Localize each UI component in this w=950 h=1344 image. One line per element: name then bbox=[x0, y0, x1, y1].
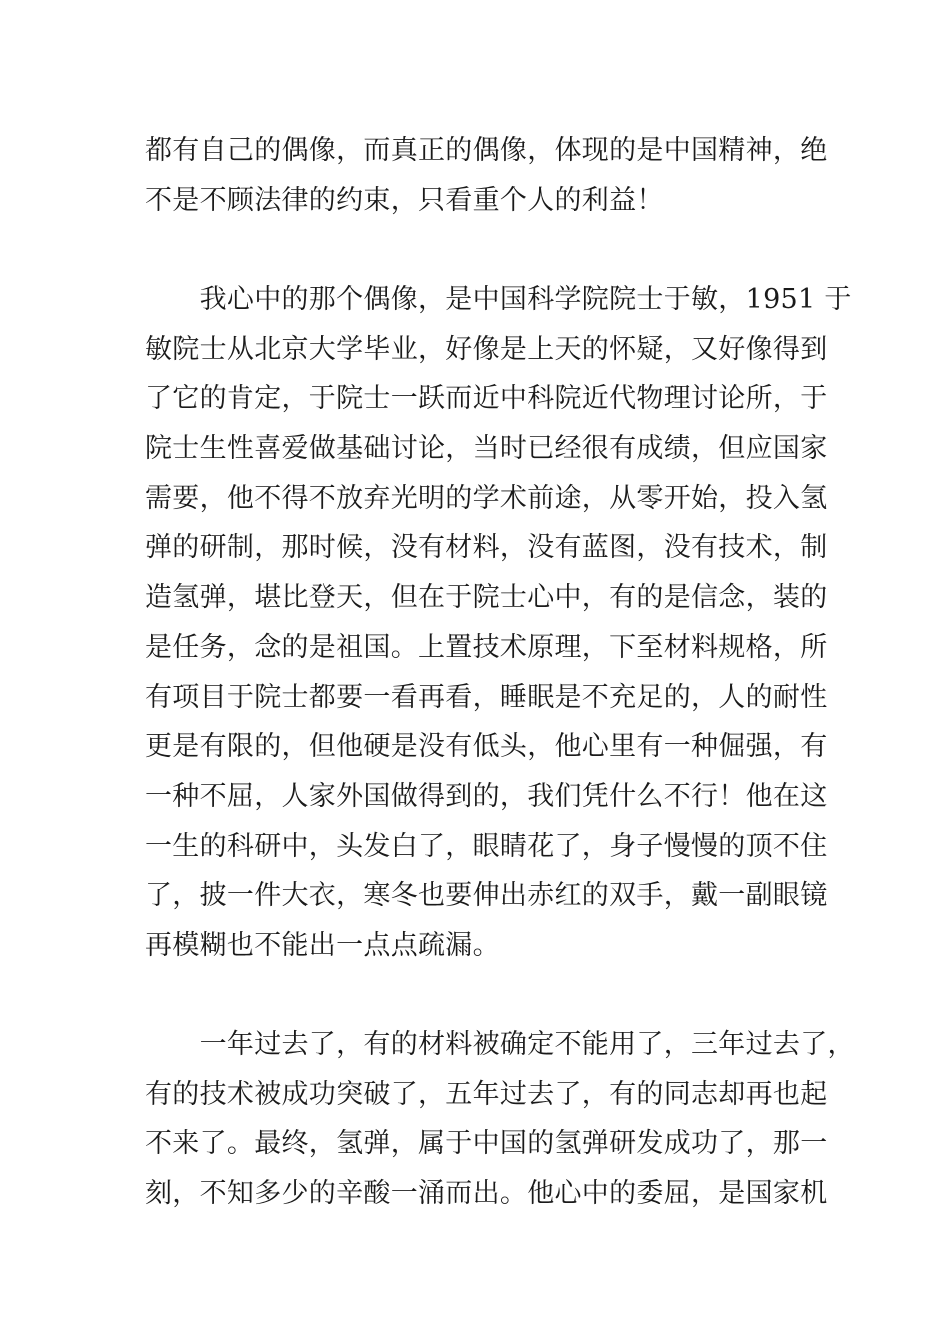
text-line: 再模糊也不能出一点点疏漏。 bbox=[145, 929, 500, 961]
text-line: 我心中的那个偶像，是中国科学院院士于敏，1951 于 bbox=[145, 284, 852, 315]
text-line: 刻，不知多少的辛酸一涌而出。他心中的委屈，是国家机 bbox=[145, 1178, 828, 1210]
text-line: 一生的科研中，头发白了，眼睛花了，身子慢慢的顶不住 bbox=[145, 830, 828, 862]
text-line: 不来了。最终，氢弹，属于中国的氢弹研发成功了，那一 bbox=[145, 1128, 828, 1160]
text-line: 一年过去了，有的材料被确定不能用了，三年过去了， bbox=[145, 1029, 855, 1060]
paragraph-3 bbox=[145, 1020, 855, 1219]
text-line: 一种不屈，人家外国做得到的，我们凭什么不行！他在这 bbox=[145, 780, 828, 812]
text-line: 是任务，念的是祖国。上置技术原理，下至材料规格，所 bbox=[145, 631, 828, 663]
text-line: 更是有限的，但他硬是没有低头，他心里有一种倔强，有 bbox=[145, 731, 828, 763]
text-line: 敏院士从北京大学毕业，好像是上天的怀疑，又好像得到 bbox=[145, 333, 828, 365]
text-line: 不是不顾法律的约束，只看重个人的利益！ bbox=[145, 184, 664, 216]
text-line: 需要，他不得不放弃光明的学术前途，从零开始，投入氢 bbox=[145, 482, 828, 514]
text-line: 院士生性喜爱做基础讨论，当时已经很有成绩，但应国家 bbox=[145, 433, 828, 465]
paragraph-1 bbox=[145, 126, 828, 225]
text-line: 有项目于院士都要一看再看，睡眠是不充足的，人的耐性 bbox=[145, 681, 828, 713]
text-line: 弹的研制，那时候，没有材料，没有蓝图，没有技术，制 bbox=[145, 532, 828, 564]
text-line: 都有自己的偶像，而真正的偶像，体现的是中国精神，绝 bbox=[145, 135, 828, 166]
text-line: 了它的肯定，于院士一跃而近中科院近代物理讨论所，于 bbox=[145, 383, 828, 415]
paragraph-2 bbox=[145, 275, 852, 971]
text-line: 有的技术被成功突破了，五年过去了，有的同志却再也起 bbox=[145, 1078, 828, 1110]
text-line: 了，披一件大衣，寒冬也要伸出赤红的双手，戴一副眼镜 bbox=[145, 880, 828, 912]
text-line: 造氢弹，堪比登天，但在于院士心中，有的是信念，装的 bbox=[145, 582, 828, 614]
